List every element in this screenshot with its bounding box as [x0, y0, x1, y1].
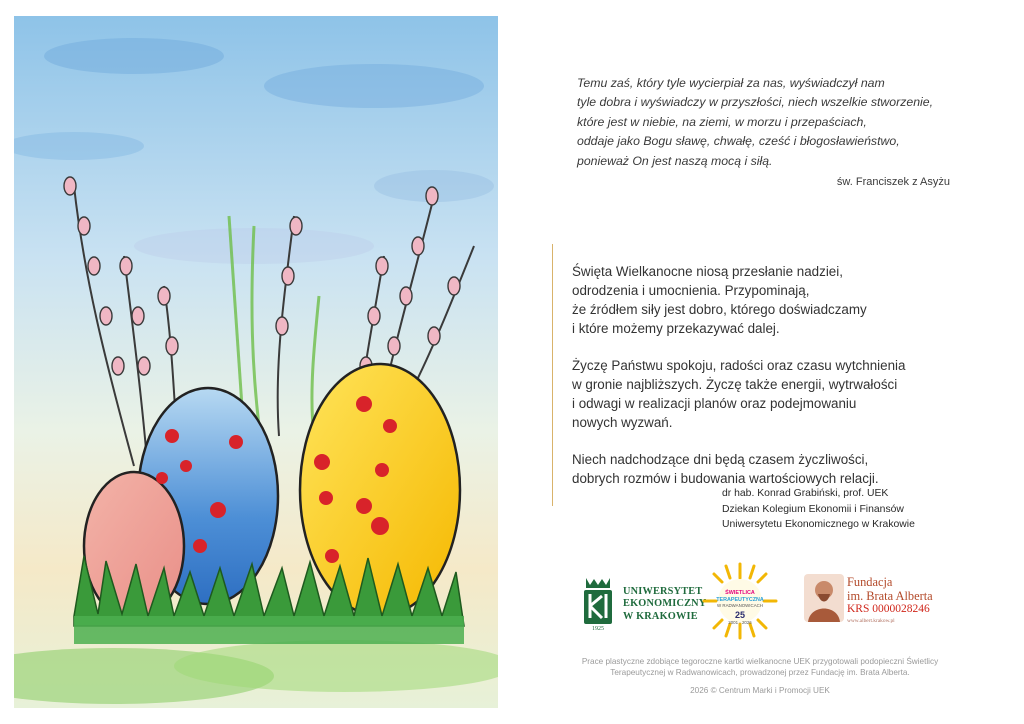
signature — [722, 486, 982, 533]
signature-institution: Uniwersytetu Ekonomicznego w Krakowie — [722, 519, 915, 531]
signature-name: dr hab. Konrad Grabiński, prof. UEK — [722, 488, 889, 499]
message-line: dobrych rozmów i budowania wartościowych relacji. — [572, 471, 879, 486]
message-line: że źródłem siły jest dobro, którego doświadczamy — [572, 302, 867, 317]
copyright: 2026 © Centrum Marki i Promocji UEK — [690, 686, 830, 695]
uek-line: EKONOMICZNY — [623, 598, 707, 610]
quote — [577, 74, 977, 171]
swietlica-years-number: 25 — [734, 610, 745, 620]
uek-line: UNIWERSYTET — [623, 586, 703, 597]
swietlica-years — [700, 610, 780, 625]
message-line: Święta Wielkanocne niosą przesłanie nadziei, — [572, 264, 843, 279]
logos-row — [570, 560, 990, 640]
credits — [520, 656, 1000, 678]
message-line: Niech nadchodzące dni będą czasem życzliwości, — [572, 452, 869, 467]
message-line: w gronie najbliższych. Życzę także energii, wytrwałości — [572, 377, 898, 392]
uek-line: W KRAKOWIE — [623, 610, 698, 622]
swietlica-years-range: 2001 - 2026 — [728, 620, 752, 625]
message-line: odrodzenia i umocnienia. Przypominają, — [572, 283, 810, 298]
swietlica-logo-text — [700, 590, 780, 610]
swietlica-line: ŚWIETLICA — [725, 590, 755, 596]
uek-crown-emblem-icon — [578, 576, 618, 632]
message-line: i odwagi w realizacji planów oraz podejmowaniu — [572, 396, 857, 411]
credits-line: Prace plastyczne zdobiące tegoroczne kartki wielkanocne UEK przygotowali podopieczni Świetlicy — [581, 657, 939, 666]
quote-author: św. Franciszek z Asyżu — [836, 176, 950, 188]
signature-title: Dziekan Kolegium Ekonomii i Finansów — [722, 503, 904, 515]
uek-year: 1925 — [592, 626, 604, 632]
swietlica-logo[interactable] — [700, 562, 780, 640]
quote-line: oddaje jako Bogu sławę, chwałę, cześć i błogosławieństwo, — [577, 134, 900, 149]
fundacja-logo-text — [847, 576, 967, 625]
fundacja-line: Fundacja — [847, 575, 893, 589]
swietlica-line: W RADWANOWICACH — [717, 603, 763, 609]
quote-line: tyle dobra i wyświadczy w przyszłości, niech wszelkie stworzenie, — [577, 95, 934, 110]
message-line: Życzę Państwu spokoju, radości oraz czasu wytchnienia — [572, 358, 906, 373]
quote-line: które jest w niebie, na ziemi, w morzu i przepaściach, — [577, 114, 867, 129]
message-line: i które możemy przekazywać dalej. — [572, 321, 780, 336]
easter-eggs-painting — [14, 16, 498, 708]
easter-message — [552, 244, 1012, 506]
fundacja-line: im. Brata Alberta — [847, 588, 933, 603]
swietlica-line: TERAPEUTYCZNA — [716, 596, 764, 603]
fundacja-logo[interactable] — [804, 574, 964, 634]
message-line: nowych wyzwań. — [572, 415, 673, 430]
credits-line: Terapeutycznej w Radwanowicach, prowadzonej przez Fundację im. Brata Alberta. — [610, 668, 910, 677]
quote-line: ponieważ On jest naszą mocą i siłą. — [577, 153, 773, 168]
quote-line: Temu zaś, który tyle wycierpiał za nas, wyświadczył nam — [577, 76, 885, 90]
fundacja-www: www.albert.krakow.pl — [847, 617, 895, 624]
brother-albert-portrait-icon — [804, 574, 844, 622]
fundacja-krs: KRS 0000028246 — [847, 603, 930, 616]
